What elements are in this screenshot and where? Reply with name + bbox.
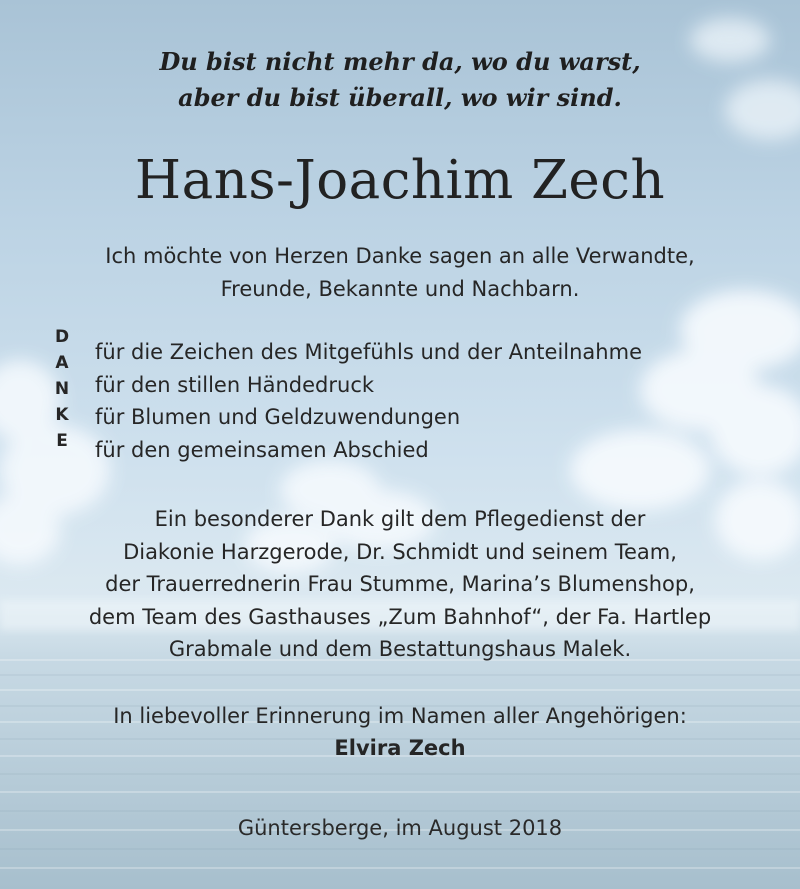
quote-line-2: aber du bist überall, wo wir sind. [178, 83, 622, 112]
deceased-name: Hans-Joachim Zech [134, 150, 666, 211]
danke-vertical-word [50, 324, 74, 454]
thanks-intro [0, 240, 800, 306]
signer-name: Elvira Zech [334, 736, 466, 760]
quote-line-1: Du bist nicht mehr da, wo du warst, [159, 47, 641, 76]
memorial-quote [0, 44, 800, 116]
thanks-intro-line-1: Ich möchte von Herzen Danke sagen an alle Verwandte, [105, 244, 695, 268]
danke-letter: A [55, 353, 69, 373]
special-thanks-line: Diakonie Harzgerode, Dr. Schmidt und seinem Team, [123, 539, 677, 564]
danke-letter: E [56, 431, 68, 451]
danke-letter: K [55, 405, 69, 425]
place-and-date: Güntersberge, im August 2018 [237, 816, 563, 840]
danke-letter: N [54, 379, 70, 399]
memory-block [0, 700, 800, 764]
special-thanks-line: der Trauerrednerin Frau Stumme, Marina’s Blumenshop, [105, 572, 695, 596]
special-thanks-line: Grabmale und dem Bestattungshaus Malek. [168, 637, 632, 661]
special-thanks [0, 503, 800, 666]
thanks-reasons-list [95, 336, 642, 466]
special-thanks-line: Ein besonderer Dank gilt dem Pflegedienst der [154, 507, 646, 531]
special-thanks-line: dem Team des Gasthauses „Zum Bahnhof“, der Fa. Hartlep [88, 604, 712, 629]
reason-item: für den gemeinsamen Abschied [95, 437, 429, 462]
thanks-intro-line-2: Freunde, Bekannte und Nachbarn. [220, 277, 580, 301]
danke-letter: D [54, 327, 70, 347]
reason-item: für Blumen und Geldzuwendungen [95, 405, 461, 429]
reason-item: für die Zeichen des Mitgefühls und der Anteilnahme [95, 340, 642, 364]
reason-item: für den stillen Händedruck [95, 372, 375, 397]
memory-line: In liebevoller Erinnerung im Namen aller Angehörigen: [113, 704, 687, 728]
